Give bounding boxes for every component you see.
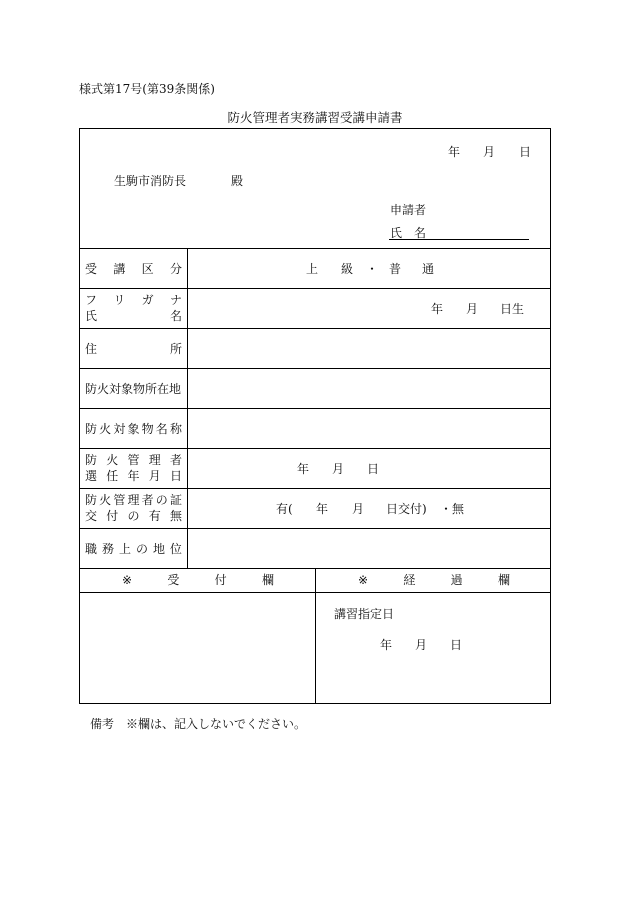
designation-month: 月 (415, 638, 428, 652)
form-title: 防火管理者実務講習受講申請書 (227, 110, 403, 125)
addressee: 生駒市消防長 (114, 174, 187, 188)
appointment-label-top: 防 火 管 理 者 (85, 453, 182, 467)
certificate-issued: 日交付) (386, 502, 427, 516)
facility-name-label: 防 火 対 象 物 名 称 (85, 422, 182, 436)
course-standard-2: 通 (422, 262, 435, 276)
certificate-yes: 有( (276, 502, 293, 516)
certificate-month: 月 (352, 502, 365, 516)
course-type-label: 受 講 区 分 (85, 262, 182, 276)
form-table (79, 128, 551, 704)
course-separator: ・ (366, 262, 379, 276)
certificate-label-bottom: 交 付 の 有 無 (85, 509, 182, 523)
footer-note: 備考 ※欄は、記入しないでください。 (90, 717, 307, 731)
position-label: 職 務 上 の 地 位 (85, 542, 182, 556)
dob-month: 月 (466, 302, 479, 316)
dob-day: 日生 (500, 302, 525, 316)
appointment-day: 日 (367, 462, 380, 476)
designation-label: 講習指定日 (334, 607, 395, 621)
dob-year: 年 (431, 302, 444, 316)
course-advanced-2: 級 (341, 262, 354, 276)
signature-line (389, 239, 529, 240)
date-year: 年 (448, 145, 461, 159)
course-advanced-1: 上 (306, 262, 319, 276)
designation-year: 年 (380, 638, 393, 652)
reception-header: ※ 受 付 欄 (122, 573, 274, 587)
certificate-label-top: 防 火 管 理 者 の 証 (85, 493, 182, 507)
name-label-2: 名 (414, 226, 427, 240)
furigana-label: フ リ ガ ナ (85, 293, 182, 307)
designation-day: 日 (450, 638, 463, 652)
appointment-month: 月 (332, 462, 345, 476)
progress-header: ※ 経 過 欄 (358, 573, 510, 587)
address-label: 住 所 (85, 342, 182, 356)
name-label: 氏 名 (85, 309, 182, 323)
facility-location-label: 防火対象物所在地 (85, 382, 182, 396)
applicant-label: 申請者 (390, 203, 427, 217)
honorific: 殿 (231, 174, 244, 188)
name-label-1: 氏 (390, 226, 403, 240)
form-number: 様式第17号(第39条関係) (79, 82, 215, 96)
course-standard-1: 普 (389, 262, 402, 276)
certificate-year: 年 (316, 502, 329, 516)
date-day: 日 (519, 145, 532, 159)
appointment-label-bottom: 選 任 年 月 日 (85, 469, 182, 483)
appointment-year: 年 (297, 462, 310, 476)
date-month: 月 (483, 145, 496, 159)
certificate-no: ・無 (440, 502, 465, 516)
